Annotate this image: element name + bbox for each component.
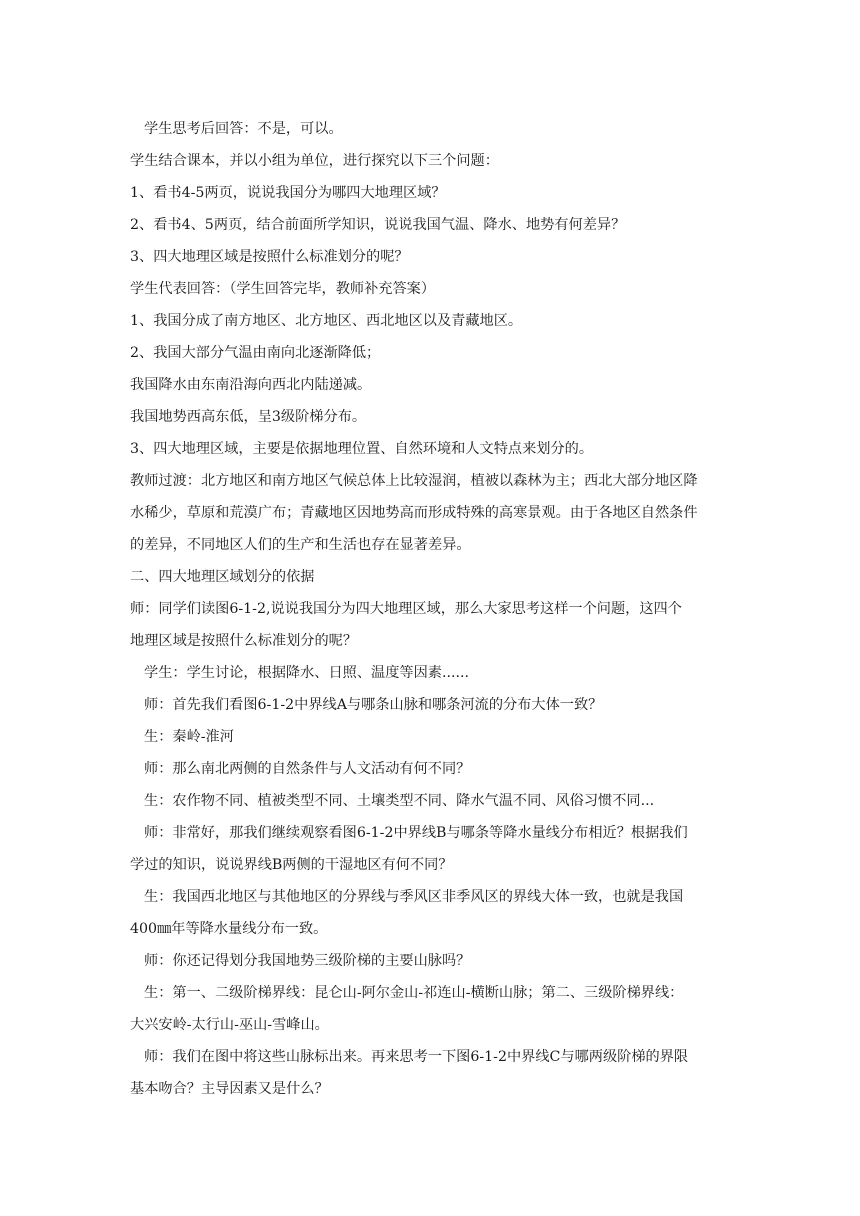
text-line: 教师过渡：北方地区和南方地区气候总体上比较湿润，植被以森林为主；西北大部分地区降 (130, 473, 698, 489)
text-line: 学生结合课本，并以小组为单位，进行探究以下三个问题： (130, 153, 499, 169)
text-line: 师：同学们读图6-1-2,说说我国分为四大地理区域，那么大家思考这样一个问题，这四个 (130, 601, 682, 617)
text-line: 3、四大地理区域是按照什么标准划分的呢？ (130, 249, 409, 265)
text-line: 我国降水由东南沿海向西北内陆递减。 (130, 377, 372, 393)
text-line: 学生：学生讨论，根据降水、日照、温度等因素...... (144, 665, 469, 681)
text-line: 大兴安岭-太行山-巫山-雪峰山。 (130, 1017, 329, 1033)
text-line: 400㎜年等降水量线分布一致。 (130, 921, 328, 937)
text-line: 师：首先我们看图6-1-2中界线A与哪条山脉和哪条河流的分布大体一致？ (144, 697, 603, 713)
text-line: 的差异，不同地区人们的生产和生活也存在显著差异。 (130, 537, 471, 553)
text-line: 师：非常好，那我们继续观察看图6-1-2中界线B与哪条等降水量线分布相近？根据我们 (144, 825, 688, 841)
text-line: 师：我们在图中将这些山脉标出来。再来思考一下图6-1-2中界线C与哪两级阶梯的界限 (144, 1049, 689, 1065)
text-line: 学生代表回答：（学生回答完毕，教师补充答案） (130, 281, 436, 297)
text-line: 1、我国分成了南方地区、北方地区、西北地区以及青藏地区。 (130, 313, 523, 329)
text-line: 学过的知识，说说界线B两侧的干湿地区有何不同？ (130, 857, 453, 873)
text-line: 二、四大地理区域划分的依据 (130, 569, 315, 585)
text-line: 2、看书4、5两页，结合前面所学知识，说说我国气温、降水、地势有何差异？ (130, 217, 626, 233)
text-line: 师：你还记得划分我国地势三级阶梯的主要山脉吗？ (144, 953, 471, 969)
text-line: 3、四大地理区域，主要是依据地理位置、自然环境和人文特点来划分的。 (130, 441, 594, 457)
text-line: 生：第一、二级阶梯界线：昆仑山-阿尔金山-祁连山-横断山脉；第二、三级阶梯界线： (144, 985, 684, 1001)
text-line: 学生思考后回答：不是，可以。 (144, 121, 343, 137)
text-line: 水稀少，草原和荒漠广布；青藏地区因地势高而形成特殊的高寒景观。由于各地区自然条件 (130, 505, 698, 521)
text-line: 1、看书4-5两页，说说我国分为哪四大地理区域？ (130, 185, 446, 201)
text-line: 我国地势西高东低，呈3级阶梯分布。 (130, 409, 367, 425)
text-line: 生：我国西北地区与其他地区的分界线与季风区非季风区的界线大体一致，也就是我国 (144, 889, 684, 905)
text-line: 基本吻合？主导因素又是什么？ (130, 1081, 329, 1097)
text-line: 地理区域是按照什么标准划分的呢？ (130, 633, 358, 649)
text-line: 生：农作物不同、植被类型不同、土壤类型不同、降水气温不同、风俗习惯不同... (144, 793, 655, 809)
text-line: 师：那么南北两侧的自然条件与人文活动有何不同？ (144, 761, 471, 777)
document-body (130, 113, 730, 1105)
text-line: 生：秦岭-淮河 (144, 729, 234, 745)
text-line: 2、我国大部分气温由南向北逐渐降低； (130, 345, 381, 361)
